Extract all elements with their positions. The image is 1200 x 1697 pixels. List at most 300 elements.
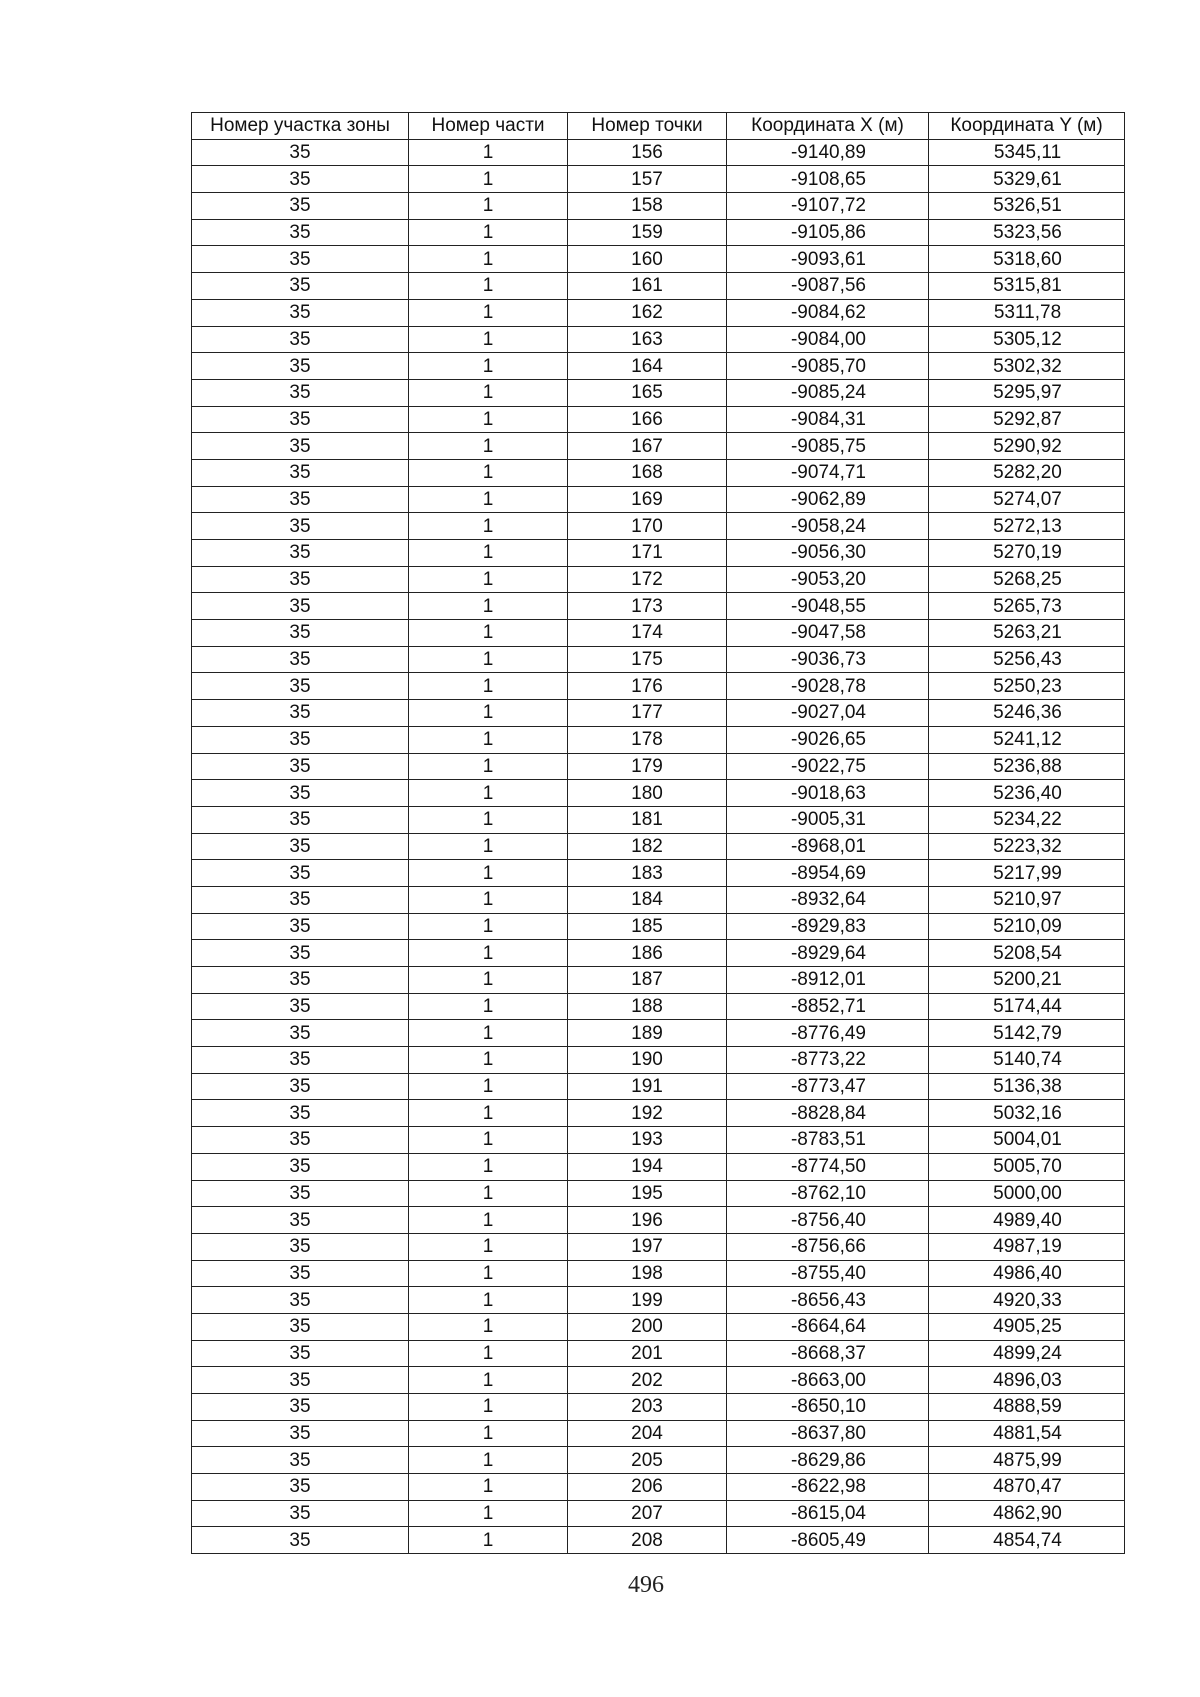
table-row — [192, 166, 1125, 193]
table-row — [192, 540, 1125, 567]
table-row — [192, 246, 1125, 273]
cell-zone-section: 35 — [192, 379, 409, 406]
cell-point: 176 — [568, 673, 727, 700]
cell-part: 1 — [409, 726, 568, 753]
table-row — [192, 433, 1125, 460]
cell-coord-x: -9047,58 — [727, 620, 929, 647]
cell-part: 1 — [409, 326, 568, 353]
cell-point: 171 — [568, 540, 727, 567]
cell-point: 163 — [568, 326, 727, 353]
cell-coord-y: 4896,03 — [929, 1367, 1125, 1394]
cell-coord-y: 4888,59 — [929, 1394, 1125, 1421]
cell-coord-y: 4986,40 — [929, 1260, 1125, 1287]
cell-part: 1 — [409, 1153, 568, 1180]
cell-point: 175 — [568, 646, 727, 673]
cell-zone-section: 35 — [192, 593, 409, 620]
table-row — [192, 566, 1125, 593]
cell-coord-x: -9084,00 — [727, 326, 929, 353]
cell-part: 1 — [409, 593, 568, 620]
cell-coord-x: -8773,47 — [727, 1073, 929, 1100]
cell-coord-y: 5210,97 — [929, 886, 1125, 913]
table-row — [192, 1047, 1125, 1074]
cell-coord-x: -8774,50 — [727, 1153, 929, 1180]
cell-part: 1 — [409, 646, 568, 673]
table-row — [192, 353, 1125, 380]
cell-part: 1 — [409, 246, 568, 273]
table-row — [192, 780, 1125, 807]
cell-coord-y: 5210,09 — [929, 913, 1125, 940]
cell-part: 1 — [409, 353, 568, 380]
cell-zone-section: 35 — [192, 967, 409, 994]
cell-zone-section: 35 — [192, 353, 409, 380]
cell-coord-y: 5236,40 — [929, 780, 1125, 807]
cell-zone-section: 35 — [192, 1474, 409, 1501]
cell-coord-y: 4881,54 — [929, 1420, 1125, 1447]
cell-coord-y: 5256,43 — [929, 646, 1125, 673]
cell-coord-y: 5305,12 — [929, 326, 1125, 353]
cell-coord-x: -8656,43 — [727, 1287, 929, 1314]
cell-coord-x: -9062,89 — [727, 486, 929, 513]
cell-part: 1 — [409, 886, 568, 913]
cell-coord-y: 4989,40 — [929, 1207, 1125, 1234]
cell-coord-y: 5326,51 — [929, 193, 1125, 220]
cell-coord-y: 4870,47 — [929, 1474, 1125, 1501]
cell-coord-x: -9085,24 — [727, 379, 929, 406]
cell-point: 170 — [568, 513, 727, 540]
cell-coord-x: -9074,71 — [727, 459, 929, 486]
cell-zone-section: 35 — [192, 726, 409, 753]
cell-zone-section: 35 — [192, 246, 409, 273]
page-number: 496 — [628, 1572, 664, 1598]
table-row — [192, 1207, 1125, 1234]
cell-coord-x: -8828,84 — [727, 1100, 929, 1127]
cell-point: 169 — [568, 486, 727, 513]
cell-zone-section: 35 — [192, 1047, 409, 1074]
cell-coord-y: 5246,36 — [929, 700, 1125, 727]
cell-part: 1 — [409, 1020, 568, 1047]
cell-coord-x: -8852,71 — [727, 993, 929, 1020]
table-row — [192, 299, 1125, 326]
table-row — [192, 753, 1125, 780]
cell-coord-y: 5208,54 — [929, 940, 1125, 967]
cell-part: 1 — [409, 1474, 568, 1501]
cell-coord-x: -8773,22 — [727, 1047, 929, 1074]
cell-coord-x: -8932,64 — [727, 886, 929, 913]
cell-part: 1 — [409, 1287, 568, 1314]
cell-coord-x: -8663,00 — [727, 1367, 929, 1394]
cell-coord-x: -8968,01 — [727, 833, 929, 860]
table-row — [192, 1100, 1125, 1127]
cell-point: 157 — [568, 166, 727, 193]
cell-zone-section: 35 — [192, 646, 409, 673]
cell-zone-section: 35 — [192, 1127, 409, 1154]
cell-point: 172 — [568, 566, 727, 593]
header-point-number: Номер точки — [568, 113, 727, 140]
table-row — [192, 1527, 1125, 1554]
cell-point: 177 — [568, 700, 727, 727]
cell-point: 174 — [568, 620, 727, 647]
cell-coord-y: 5234,22 — [929, 806, 1125, 833]
cell-zone-section: 35 — [192, 1500, 409, 1527]
table-row — [192, 219, 1125, 246]
cell-part: 1 — [409, 1100, 568, 1127]
cell-part: 1 — [409, 406, 568, 433]
cell-zone-section: 35 — [192, 833, 409, 860]
cell-coord-y: 5200,21 — [929, 967, 1125, 994]
cell-coord-x: -9093,61 — [727, 246, 929, 273]
cell-coord-x: -9053,20 — [727, 566, 929, 593]
cell-zone-section: 35 — [192, 1527, 409, 1554]
cell-coord-y: 5272,13 — [929, 513, 1125, 540]
cell-coord-x: -8776,49 — [727, 1020, 929, 1047]
cell-coord-y: 4862,90 — [929, 1500, 1125, 1527]
cell-part: 1 — [409, 1073, 568, 1100]
cell-zone-section: 35 — [192, 1100, 409, 1127]
cell-zone-section: 35 — [192, 406, 409, 433]
cell-zone-section: 35 — [192, 1260, 409, 1287]
table-row — [192, 486, 1125, 513]
table-row — [192, 700, 1125, 727]
cell-zone-section: 35 — [192, 326, 409, 353]
table-row — [192, 1500, 1125, 1527]
cell-point: 165 — [568, 379, 727, 406]
cell-point: 188 — [568, 993, 727, 1020]
cell-coord-x: -9108,65 — [727, 166, 929, 193]
cell-coord-y: 4875,99 — [929, 1447, 1125, 1474]
table-row — [192, 593, 1125, 620]
table-row — [192, 459, 1125, 486]
cell-zone-section: 35 — [192, 166, 409, 193]
cell-part: 1 — [409, 1127, 568, 1154]
coordinates-table — [191, 112, 1125, 1554]
cell-point: 189 — [568, 1020, 727, 1047]
cell-zone-section: 35 — [192, 860, 409, 887]
cell-coord-x: -9005,31 — [727, 806, 929, 833]
cell-coord-x: -8668,37 — [727, 1340, 929, 1367]
cell-point: 168 — [568, 459, 727, 486]
cell-coord-y: 5217,99 — [929, 860, 1125, 887]
table-row — [192, 193, 1125, 220]
cell-point: 180 — [568, 780, 727, 807]
table-row — [192, 833, 1125, 860]
cell-coord-y: 5265,73 — [929, 593, 1125, 620]
cell-point: 207 — [568, 1500, 727, 1527]
cell-part: 1 — [409, 860, 568, 887]
cell-zone-section: 35 — [192, 620, 409, 647]
cell-part: 1 — [409, 273, 568, 300]
cell-point: 194 — [568, 1153, 727, 1180]
table-row — [192, 406, 1125, 433]
cell-zone-section: 35 — [192, 139, 409, 166]
cell-coord-y: 5290,92 — [929, 433, 1125, 460]
cell-point: 182 — [568, 833, 727, 860]
cell-coord-x: -8756,40 — [727, 1207, 929, 1234]
table-row — [192, 326, 1125, 353]
cell-coord-y: 5282,20 — [929, 459, 1125, 486]
cell-part: 1 — [409, 940, 568, 967]
cell-coord-x: -9027,04 — [727, 700, 929, 727]
cell-coord-y: 5274,07 — [929, 486, 1125, 513]
cell-coord-y: 4905,25 — [929, 1313, 1125, 1340]
cell-coord-x: -9028,78 — [727, 673, 929, 700]
cell-coord-x: -8762,10 — [727, 1180, 929, 1207]
cell-point: 178 — [568, 726, 727, 753]
cell-coord-y: 5223,32 — [929, 833, 1125, 860]
table-row — [192, 1474, 1125, 1501]
cell-zone-section: 35 — [192, 1020, 409, 1047]
table-row — [192, 1420, 1125, 1447]
cell-zone-section: 35 — [192, 193, 409, 220]
cell-coord-x: -9085,70 — [727, 353, 929, 380]
cell-point: 160 — [568, 246, 727, 273]
cell-coord-y: 5004,01 — [929, 1127, 1125, 1154]
cell-part: 1 — [409, 1527, 568, 1554]
cell-part: 1 — [409, 193, 568, 220]
cell-coord-y: 4854,74 — [929, 1527, 1125, 1554]
cell-coord-x: -8912,01 — [727, 967, 929, 994]
cell-part: 1 — [409, 486, 568, 513]
cell-part: 1 — [409, 433, 568, 460]
table-row — [192, 273, 1125, 300]
cell-zone-section: 35 — [192, 459, 409, 486]
cell-zone-section: 35 — [192, 1180, 409, 1207]
cell-point: 193 — [568, 1127, 727, 1154]
table-body — [192, 139, 1125, 1553]
cell-point: 164 — [568, 353, 727, 380]
table-row — [192, 860, 1125, 887]
table-row — [192, 1127, 1125, 1154]
cell-point: 179 — [568, 753, 727, 780]
cell-coord-y: 5329,61 — [929, 166, 1125, 193]
cell-coord-y: 5292,87 — [929, 406, 1125, 433]
header-coordinate-y: Координата Y (м) — [929, 113, 1125, 140]
cell-coord-y: 5142,79 — [929, 1020, 1125, 1047]
cell-part: 1 — [409, 540, 568, 567]
table-row — [192, 726, 1125, 753]
cell-zone-section: 35 — [192, 913, 409, 940]
cell-part: 1 — [409, 1233, 568, 1260]
cell-coord-y: 5241,12 — [929, 726, 1125, 753]
cell-point: 190 — [568, 1047, 727, 1074]
cell-zone-section: 35 — [192, 1153, 409, 1180]
cell-coord-x: -8629,86 — [727, 1447, 929, 1474]
cell-point: 205 — [568, 1447, 727, 1474]
table-row — [192, 1367, 1125, 1394]
cell-zone-section: 35 — [192, 886, 409, 913]
cell-point: 162 — [568, 299, 727, 326]
cell-point: 197 — [568, 1233, 727, 1260]
cell-part: 1 — [409, 1394, 568, 1421]
table-row — [192, 886, 1125, 913]
cell-part: 1 — [409, 459, 568, 486]
cell-coord-y: 5268,25 — [929, 566, 1125, 593]
table-row — [192, 1073, 1125, 1100]
cell-coord-y: 4899,24 — [929, 1340, 1125, 1367]
table-row — [192, 1447, 1125, 1474]
cell-point: 183 — [568, 860, 727, 887]
cell-point: 204 — [568, 1420, 727, 1447]
table-row — [192, 993, 1125, 1020]
cell-zone-section: 35 — [192, 299, 409, 326]
cell-part: 1 — [409, 806, 568, 833]
cell-point: 184 — [568, 886, 727, 913]
cell-part: 1 — [409, 1447, 568, 1474]
cell-zone-section: 35 — [192, 673, 409, 700]
table-row — [192, 620, 1125, 647]
cell-coord-x: -9085,75 — [727, 433, 929, 460]
cell-coord-x: -9056,30 — [727, 540, 929, 567]
table-row — [192, 1260, 1125, 1287]
cell-coord-y: 5295,97 — [929, 379, 1125, 406]
cell-coord-y: 5000,00 — [929, 1180, 1125, 1207]
cell-coord-x: -9087,56 — [727, 273, 929, 300]
cell-point: 156 — [568, 139, 727, 166]
cell-point: 173 — [568, 593, 727, 620]
cell-coord-y: 5318,60 — [929, 246, 1125, 273]
cell-zone-section: 35 — [192, 1073, 409, 1100]
cell-zone-section: 35 — [192, 1420, 409, 1447]
header-zone-section-number: Номер участка зоны — [192, 113, 409, 140]
cell-coord-x: -9036,73 — [727, 646, 929, 673]
cell-point: 159 — [568, 219, 727, 246]
cell-zone-section: 35 — [192, 993, 409, 1020]
cell-coord-y: 5005,70 — [929, 1153, 1125, 1180]
cell-zone-section: 35 — [192, 219, 409, 246]
cell-point: 181 — [568, 806, 727, 833]
table-row — [192, 967, 1125, 994]
cell-part: 1 — [409, 1313, 568, 1340]
cell-zone-section: 35 — [192, 700, 409, 727]
cell-point: 192 — [568, 1100, 727, 1127]
cell-coord-x: -9107,72 — [727, 193, 929, 220]
cell-point: 206 — [568, 1474, 727, 1501]
cell-part: 1 — [409, 913, 568, 940]
cell-coord-x: -9084,62 — [727, 299, 929, 326]
cell-coord-x: -9058,24 — [727, 513, 929, 540]
cell-coord-y: 4920,33 — [929, 1287, 1125, 1314]
cell-coord-x: -8929,83 — [727, 913, 929, 940]
cell-zone-section: 35 — [192, 1287, 409, 1314]
table-row — [192, 673, 1125, 700]
cell-zone-section: 35 — [192, 566, 409, 593]
table-row — [192, 806, 1125, 833]
cell-zone-section: 35 — [192, 513, 409, 540]
cell-zone-section: 35 — [192, 780, 409, 807]
table-row — [192, 1340, 1125, 1367]
cell-part: 1 — [409, 1340, 568, 1367]
cell-coord-y: 5174,44 — [929, 993, 1125, 1020]
table-row — [192, 139, 1125, 166]
cell-part: 1 — [409, 1367, 568, 1394]
cell-zone-section: 35 — [192, 273, 409, 300]
cell-coord-y: 5263,21 — [929, 620, 1125, 647]
cell-coord-x: -8637,80 — [727, 1420, 929, 1447]
cell-coord-x: -9048,55 — [727, 593, 929, 620]
cell-part: 1 — [409, 1180, 568, 1207]
table-row — [192, 1153, 1125, 1180]
cell-coord-y: 5136,38 — [929, 1073, 1125, 1100]
header-part-number: Номер части — [409, 113, 568, 140]
cell-part: 1 — [409, 166, 568, 193]
table-row — [192, 940, 1125, 967]
table-row — [192, 1180, 1125, 1207]
cell-point: 202 — [568, 1367, 727, 1394]
table-header-row — [192, 113, 1125, 140]
table-row — [192, 513, 1125, 540]
cell-coord-y: 5345,11 — [929, 139, 1125, 166]
cell-part: 1 — [409, 299, 568, 326]
cell-zone-section: 35 — [192, 1394, 409, 1421]
cell-point: 196 — [568, 1207, 727, 1234]
cell-coord-y: 5032,16 — [929, 1100, 1125, 1127]
cell-coord-x: -8622,98 — [727, 1474, 929, 1501]
cell-zone-section: 35 — [192, 433, 409, 460]
cell-coord-x: -9026,65 — [727, 726, 929, 753]
cell-point: 198 — [568, 1260, 727, 1287]
cell-coord-x: -8756,66 — [727, 1233, 929, 1260]
table-row — [192, 1313, 1125, 1340]
table-row — [192, 646, 1125, 673]
cell-part: 1 — [409, 1420, 568, 1447]
cell-part: 1 — [409, 673, 568, 700]
cell-coord-x: -9105,86 — [727, 219, 929, 246]
cell-coord-y: 5323,56 — [929, 219, 1125, 246]
cell-zone-section: 35 — [192, 940, 409, 967]
cell-point: 158 — [568, 193, 727, 220]
cell-point: 186 — [568, 940, 727, 967]
cell-part: 1 — [409, 379, 568, 406]
cell-part: 1 — [409, 219, 568, 246]
cell-part: 1 — [409, 620, 568, 647]
table-row — [192, 1233, 1125, 1260]
cell-part: 1 — [409, 139, 568, 166]
cell-coord-x: -9018,63 — [727, 780, 929, 807]
cell-coord-x: -8664,64 — [727, 1313, 929, 1340]
cell-coord-x: -8755,40 — [727, 1260, 929, 1287]
cell-coord-x: -9140,89 — [727, 139, 929, 166]
cell-point: 187 — [568, 967, 727, 994]
cell-coord-x: -8929,64 — [727, 940, 929, 967]
cell-part: 1 — [409, 753, 568, 780]
cell-part: 1 — [409, 780, 568, 807]
cell-point: 166 — [568, 406, 727, 433]
cell-coord-y: 5236,88 — [929, 753, 1125, 780]
cell-coord-x: -9022,75 — [727, 753, 929, 780]
cell-zone-section: 35 — [192, 1313, 409, 1340]
cell-coord-x: -8615,04 — [727, 1500, 929, 1527]
header-coordinate-x: Координата X (м) — [727, 113, 929, 140]
cell-zone-section: 35 — [192, 1447, 409, 1474]
cell-coord-y: 5270,19 — [929, 540, 1125, 567]
cell-part: 1 — [409, 513, 568, 540]
cell-point: 167 — [568, 433, 727, 460]
cell-part: 1 — [409, 833, 568, 860]
cell-point: 203 — [568, 1394, 727, 1421]
cell-part: 1 — [409, 993, 568, 1020]
table-row — [192, 1287, 1125, 1314]
cell-coord-x: -9084,31 — [727, 406, 929, 433]
cell-zone-section: 35 — [192, 1367, 409, 1394]
cell-point: 200 — [568, 1313, 727, 1340]
cell-point: 201 — [568, 1340, 727, 1367]
table-row — [192, 379, 1125, 406]
cell-coord-y: 5302,32 — [929, 353, 1125, 380]
cell-coord-x: -8605,49 — [727, 1527, 929, 1554]
cell-point: 208 — [568, 1527, 727, 1554]
cell-coord-x: -8954,69 — [727, 860, 929, 887]
cell-zone-section: 35 — [192, 1233, 409, 1260]
cell-zone-section: 35 — [192, 1340, 409, 1367]
